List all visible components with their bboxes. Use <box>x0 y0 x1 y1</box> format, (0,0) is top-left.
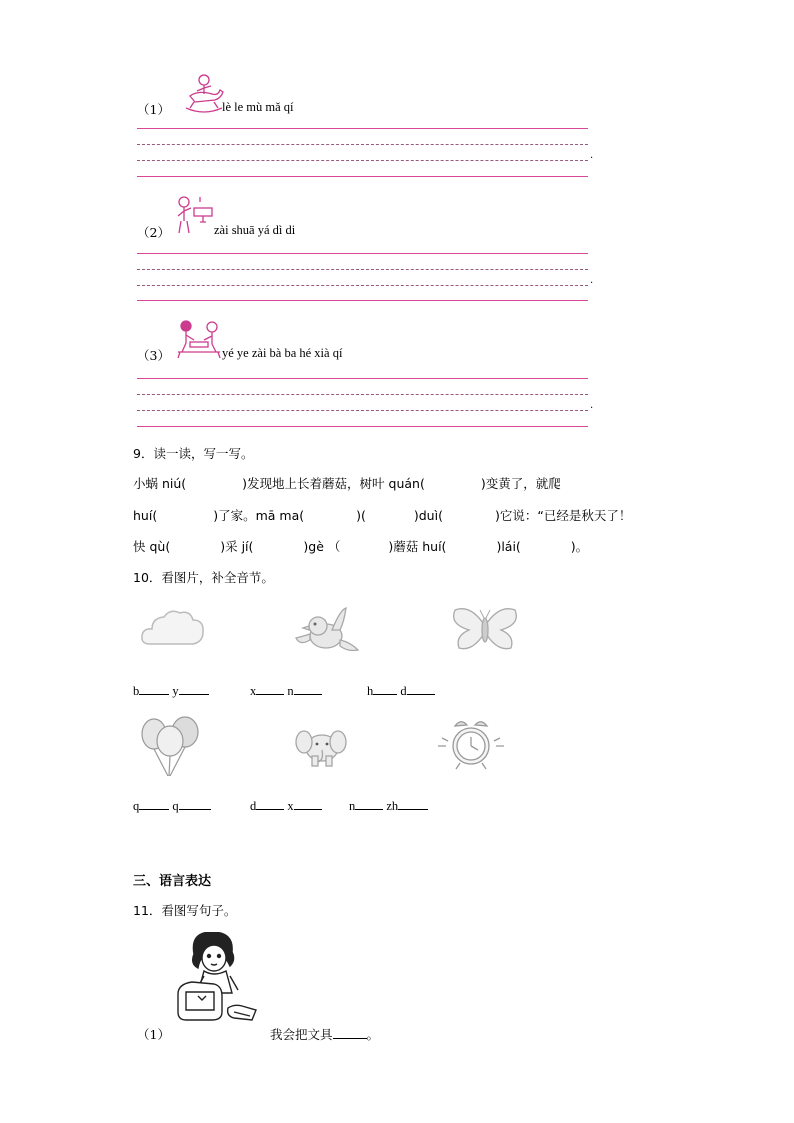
writing-line-top <box>137 128 588 129</box>
q10-title: 10．看图片，补全音节。 <box>133 570 274 585</box>
elephant-image <box>294 720 352 770</box>
q8-item-3-number: （3） <box>137 348 170 363</box>
syllable-cloud: b y <box>133 683 209 699</box>
child-riding-rocking-horse-image <box>180 72 226 114</box>
balloons-image <box>138 714 204 778</box>
writing-line-guide <box>137 160 588 161</box>
syllable-alarm-clock: n zh <box>349 798 428 814</box>
writing-line-bottom <box>137 176 588 177</box>
boy-brushing-teeth-image <box>172 194 214 236</box>
writing-line-guide <box>137 410 588 411</box>
bird-image <box>292 604 362 660</box>
q9-line-1: 小蜗 niú( )发现地上长着蘑菇，树叶 quán( )变黄了，就爬 <box>133 476 561 491</box>
q11-item-1-number: （1） <box>137 1027 170 1042</box>
q8-item-1-period: . <box>590 150 594 161</box>
q11-item-1-sentence: 我会把文具 。 <box>270 1027 380 1042</box>
writing-line-guide <box>137 269 588 270</box>
cloud-image <box>140 606 206 652</box>
q9-title: 9．读一读，写一写。 <box>133 446 254 461</box>
writing-line-bottom <box>137 300 588 301</box>
alarm-clock-image <box>434 716 508 774</box>
q9-line-3: 快 qù( )采 jí( )gè （ )蘑菇 huí( )lái( )。 <box>133 539 589 554</box>
q8-item-3-period: . <box>590 400 594 411</box>
writing-line-top <box>137 253 588 254</box>
q8-item-2-pinyin: zài shuā yá dì di <box>214 223 296 237</box>
syllable-elephant: d x <box>250 798 322 814</box>
q9-line-2: huí( )了家。mā ma( )( )duì( )它说：“已经是秋天了！ <box>133 508 632 523</box>
writing-line-guide <box>137 394 588 395</box>
writing-line-guide <box>137 285 588 286</box>
q8-item-2-period: . <box>590 275 594 286</box>
q8-item-1-pinyin: lè le mù mǎ qí <box>222 100 294 114</box>
grandpa-playing-chess-image <box>174 318 224 360</box>
writing-line-bottom <box>137 426 588 427</box>
butterfly-image <box>450 604 520 656</box>
q8-item-3-pinyin: yé ye zài bà ba hé xià qí <box>222 346 343 360</box>
q8-item-1-number: （1） <box>137 102 170 117</box>
syllable-balloons: q q <box>133 798 211 814</box>
q11-title: 11．看图写句子。 <box>133 903 237 918</box>
girl-packing-schoolbag-image <box>172 932 264 1030</box>
q8-item-2-number: （2） <box>137 225 170 240</box>
writing-line-guide <box>137 144 588 145</box>
syllable-butterfly: h d <box>367 683 435 699</box>
writing-line-top <box>137 378 588 379</box>
syllable-bird: x n <box>250 683 322 699</box>
section-3-title: 三、语言表达 <box>133 874 212 889</box>
